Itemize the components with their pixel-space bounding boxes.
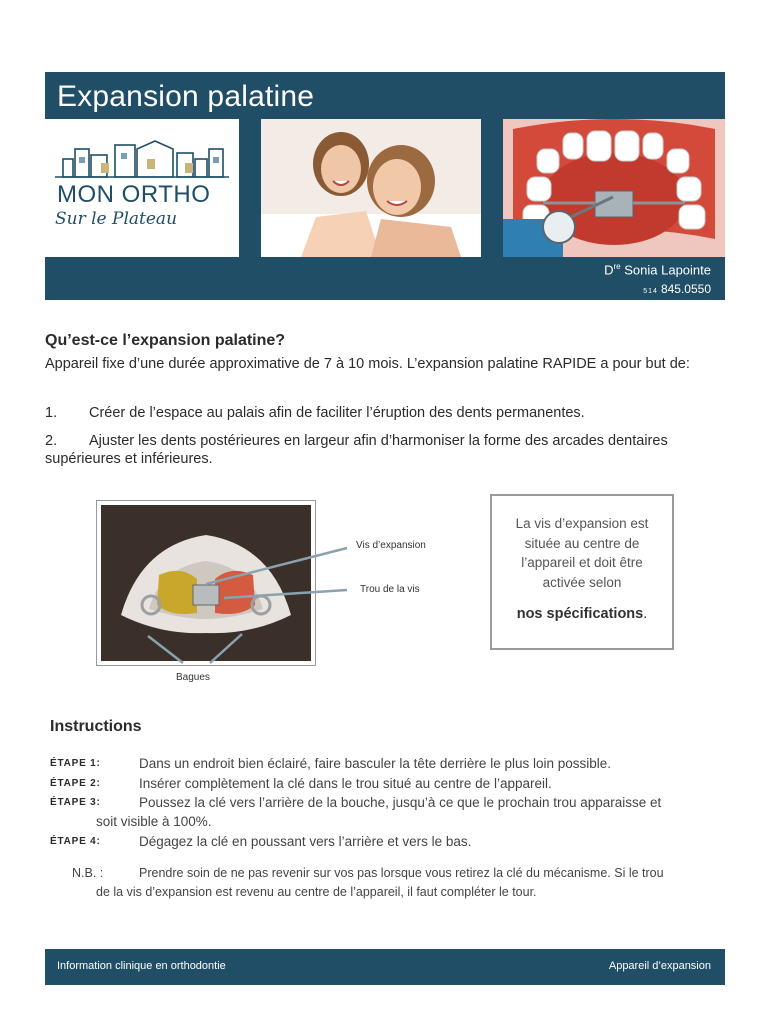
footer-bar xyxy=(45,949,725,985)
callout-bold-text: nos spécifications xyxy=(516,606,644,622)
step-text-continued: soit visible à 100%. xyxy=(96,814,212,829)
phone-prefix: 514 xyxy=(643,288,658,295)
step-text: Dégagez la clé en poussant vers l’arrière et vers le bas. xyxy=(139,834,472,849)
instructions-heading: Instructions xyxy=(50,718,142,735)
step-label: ÉTAPE 3: xyxy=(50,797,101,808)
doctor-title-sup: re xyxy=(613,262,621,271)
step-label: ÉTAPE 1: xyxy=(50,758,101,769)
nb-text: Prendre soin de ne pas revenir sur vos pas lorsque vous retirez la clé du mécanisme. Si le trou xyxy=(139,866,664,880)
doctor-name-text: Sonia Lapointe xyxy=(624,262,711,278)
label-expansion-screw: Vis d’expansion xyxy=(356,540,426,551)
step-text: Poussez la clé vers l’arrière de la bouche, jusqu’à ce que le prochain trou apparaisse et xyxy=(139,795,662,810)
label-bands: Bagues xyxy=(176,672,210,683)
step-label: ÉTAPE 4: xyxy=(50,836,101,847)
callout-box xyxy=(490,494,674,650)
phone-digits: 845.0550 xyxy=(660,282,711,296)
nb-text-continued: de la vis d’expansion est revenu au centre de l’appareil, il faut compléter le tour. xyxy=(96,885,537,899)
list-item-text: Ajuster les dents postérieures en largeur afin d’harmoniser la forme des arcades dentaires supérieures et inférieures. xyxy=(45,433,668,467)
nb-label: N.B. : xyxy=(72,866,104,880)
label-screw-hole: Trou de la vis xyxy=(360,584,420,595)
footer-right-text: Appareil d’expansion xyxy=(608,960,711,972)
callout-period: . xyxy=(643,606,648,622)
list-item-number: 1. xyxy=(45,405,58,421)
step-text: Insérer complètement la clé dans le trou situé au centre de l’appareil. xyxy=(139,776,552,791)
list-item-text: Créer de l’espace au palais afin de faciliter l’éruption des dents permanentes. xyxy=(89,405,585,421)
intro-paragraph: Appareil fixe d’une durée approximative de 7 à 10 mois. L’expansion palatine RAPIDE a pour but de: xyxy=(45,356,690,372)
step-text: Dans un endroit bien éclairé, faire basculer la tête derrière le plus loin possible. xyxy=(139,756,612,771)
list-item-number: 2. xyxy=(45,433,58,449)
page-title: Expansion palatine xyxy=(57,80,315,113)
section-heading: Qu’est-ce l’expansion palatine? xyxy=(45,332,286,349)
logo-tagline: Sur le Plateau xyxy=(55,209,178,229)
step-label: ÉTAPE 2: xyxy=(50,778,101,789)
footer-left-text: Information clinique en orthodontie xyxy=(57,960,226,972)
callout-text: La vis d’expansion est située au centre de l’appareil et doit être activée selon xyxy=(515,516,649,590)
doctor-prefix: D xyxy=(604,262,614,278)
callout-emphasis xyxy=(492,606,672,622)
logo-wordmark: MON ORTHO xyxy=(57,181,211,208)
